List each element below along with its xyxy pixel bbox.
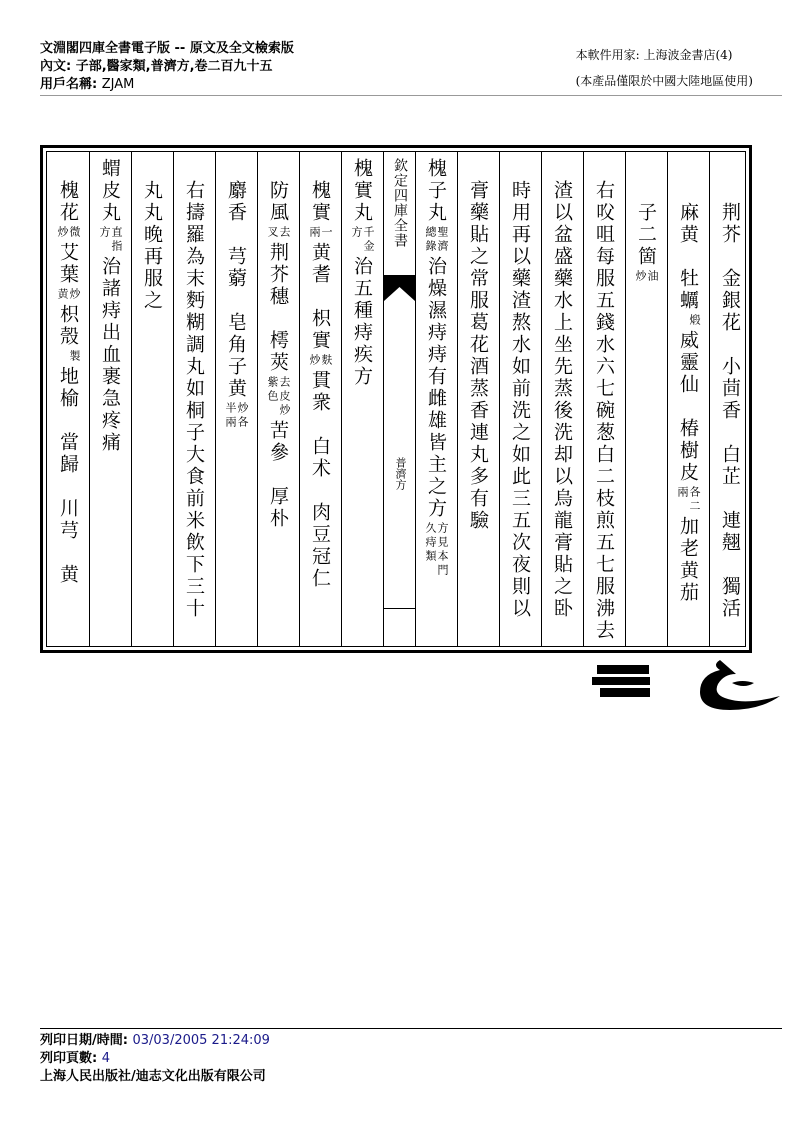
- note-line: 聖濟: [436, 226, 449, 254]
- main-text: 加老黄茄: [677, 516, 699, 604]
- note-line: [676, 314, 688, 328]
- note-line: 麩: [320, 354, 333, 368]
- section-title: 普濟方: [394, 457, 407, 490]
- note-line: 去皮炒: [278, 376, 291, 418]
- main-text: 槐實丸: [351, 158, 373, 224]
- main-text: 地榆 當歸 川芎 黄: [57, 366, 79, 586]
- pages-value: 4: [101, 1051, 111, 1066]
- interlinear-note: [266, 374, 290, 420]
- text-column: [131, 152, 173, 646]
- main-text: 蝟皮丸: [99, 158, 121, 224]
- note-line: 油: [646, 270, 659, 284]
- text-column: [709, 152, 751, 646]
- text-column: [89, 152, 131, 646]
- note-line: 炒: [308, 354, 321, 368]
- note-line: 直指: [110, 226, 123, 254]
- main-text: 苦參 厚朴: [267, 420, 289, 530]
- note-line: 千金: [362, 226, 375, 254]
- note-line: 炒: [68, 288, 81, 302]
- center-divider: [384, 608, 415, 609]
- main-text: 麝香 芎藭 皂角子黄: [225, 180, 247, 400]
- main-text: 威靈仙 椿樹皮: [677, 330, 699, 484]
- main-text: 右㕮咀每服五錢水六七碗葱白二枝煎五七服沸去: [593, 180, 615, 642]
- column-text: [56, 180, 80, 586]
- column-text: [634, 202, 658, 286]
- note-line: 炒各: [236, 402, 249, 430]
- main-text: 右擣羅為末麪糊調丸如桐子大食前米飲下三十: [183, 180, 205, 620]
- main-text: 枳殼: [57, 304, 79, 348]
- restriction-note: (本產品僅限於中國大陸地區使用): [575, 74, 753, 88]
- main-text: 防風: [267, 180, 289, 224]
- text-column: [499, 152, 541, 646]
- interlinear-note: [424, 520, 448, 580]
- license-info: [576, 42, 753, 94]
- publisher-logo-icon: [592, 655, 782, 715]
- header-title: 文淵閣四庫全書電子版 -- 原文及全文檢索版: [40, 41, 294, 56]
- note-line: [56, 350, 68, 364]
- main-text: 治諸痔出血裹急疼痛: [99, 256, 121, 454]
- text-column: [667, 152, 709, 646]
- column-text: [424, 158, 448, 580]
- interlinear-note: [98, 224, 122, 256]
- column-text: [550, 180, 574, 620]
- main-text: 治五種痔疾方: [351, 256, 373, 388]
- user-label: 用戶名稱:: [40, 77, 98, 92]
- note-line: 炒: [634, 270, 647, 284]
- column-text: [308, 180, 332, 590]
- note-line: 總錄: [424, 226, 437, 254]
- print-date-value: 03/03/2005 21:24:09: [132, 1033, 270, 1048]
- main-text: 槐實: [309, 180, 331, 224]
- user-name: ZJAM: [101, 77, 135, 92]
- interlinear-note: [308, 352, 332, 370]
- column-text: [592, 180, 616, 642]
- note-line: 兩: [308, 226, 321, 240]
- interlinear-note: [56, 286, 80, 304]
- text-column: [341, 152, 383, 646]
- text-column: [299, 152, 341, 646]
- note-line: 各二: [688, 486, 701, 514]
- text-column: [583, 152, 625, 646]
- pages-label: 列印頁數:: [40, 1051, 98, 1066]
- interlinear-note: [56, 224, 80, 242]
- main-text: 子二箇: [635, 202, 657, 268]
- note-line: 半兩: [224, 402, 237, 430]
- note-line: 叉: [266, 226, 279, 240]
- interlinear-note: [224, 400, 248, 432]
- note-line: 方見本門: [436, 522, 449, 578]
- main-text: 荆芥穗 樗莢: [267, 242, 289, 374]
- main-text: 渣以盆盛藥水上坐先蒸後洗却以烏龍膏貼之卧: [551, 180, 573, 620]
- note-line: 炒: [56, 226, 69, 240]
- interlinear-note: [266, 224, 290, 242]
- text-column: [457, 152, 499, 646]
- column-text: [350, 158, 374, 388]
- content-path: 子部,醫家類,普濟方,卷二百九十五: [75, 59, 273, 74]
- column-text: [140, 180, 164, 312]
- page-footer: [40, 1032, 270, 1086]
- main-text: 丸丸晚再服之: [141, 180, 163, 312]
- column-text: [266, 180, 290, 530]
- column-text: [224, 180, 248, 432]
- note-line: 一: [320, 226, 333, 240]
- main-text: 艾葉: [57, 242, 79, 286]
- note-line: 兩: [676, 486, 689, 500]
- column-text: [466, 180, 490, 532]
- book-title: 欽定四庫全書: [392, 158, 408, 248]
- note-line: 煅: [688, 314, 701, 328]
- note-line: 微: [68, 226, 81, 240]
- note-line: 黄: [56, 288, 69, 302]
- main-text: 槐子丸: [425, 158, 447, 224]
- print-date-label: 列印日期/時間:: [40, 1033, 128, 1048]
- text-grid: [46, 151, 746, 647]
- text-column: [415, 152, 457, 646]
- note-line: 製: [68, 350, 81, 364]
- interlinear-note: [308, 224, 332, 242]
- text-column: [541, 152, 583, 646]
- text-column: [257, 152, 299, 646]
- text-column: [47, 152, 89, 646]
- text-column: [625, 152, 667, 646]
- interlinear-note: [676, 484, 700, 516]
- content-label: 內文:: [40, 59, 72, 74]
- main-text: 膏藥貼之常服葛花酒蒸香連丸多有驗: [467, 180, 489, 532]
- column-text: [676, 202, 700, 604]
- licensee: 本軟件用家: 上海波金書店(4): [575, 48, 733, 62]
- note-line: 紫色: [266, 376, 279, 404]
- page-frame: [40, 145, 752, 653]
- note-line: 方: [350, 226, 363, 240]
- main-text: 黄耆 枳實: [309, 242, 331, 352]
- main-text: 麻黄 牡蠣: [677, 202, 699, 312]
- interlinear-note: [424, 224, 448, 256]
- center-column: [383, 152, 415, 646]
- column-text: [98, 158, 122, 454]
- column-text: [182, 180, 206, 620]
- text-column: [215, 152, 257, 646]
- interlinear-note: [350, 224, 374, 256]
- fishtail-mark-icon: [384, 275, 415, 301]
- main-text: 時用再以藥渣熬水如前洗之如此三五次夜則以: [509, 180, 531, 620]
- header-divider: [40, 95, 782, 96]
- text-column: [173, 152, 215, 646]
- note-line: 久痔類: [424, 522, 437, 564]
- column-text: [508, 180, 532, 620]
- main-text: 荆芥 金銀花 小茴香 白芷 連翹 獨活: [719, 202, 741, 620]
- note-line: 方: [98, 226, 111, 240]
- interlinear-note: [676, 312, 700, 330]
- interlinear-note: [634, 268, 658, 286]
- page-header: [40, 40, 294, 94]
- interlinear-note: [56, 348, 80, 366]
- main-text: 槐花: [57, 180, 79, 224]
- note-line: 去: [278, 226, 291, 240]
- footer-divider: [40, 1028, 782, 1029]
- main-text: 治燥濕痔痔有雌雄皆主之方: [425, 256, 447, 520]
- main-text: 貫衆 白术 肉豆冠仁: [309, 370, 331, 590]
- publisher: 上海人民出版社/迪志文化出版有限公司: [40, 1069, 266, 1084]
- column-text: [718, 202, 742, 620]
